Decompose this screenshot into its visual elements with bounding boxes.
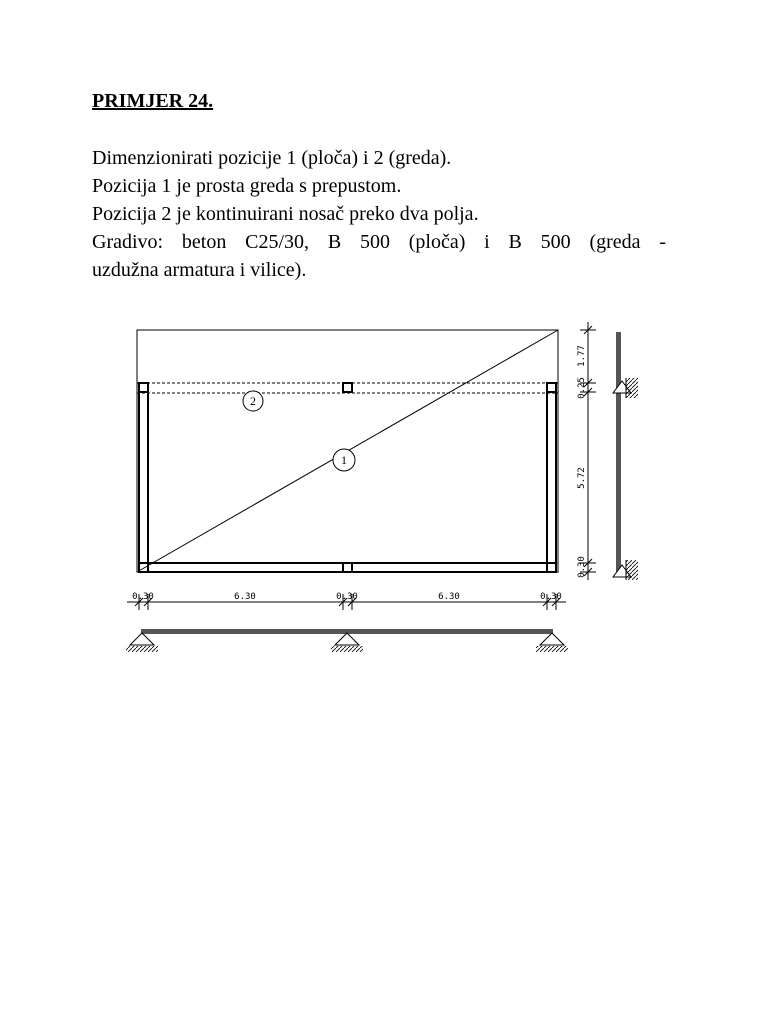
dim-label: 1.77 — [577, 345, 587, 367]
bottom-wall — [139, 563, 556, 572]
dim-label: 5.72 — [577, 467, 587, 489]
column-marker — [139, 383, 148, 392]
right-wall — [547, 392, 556, 572]
beam-static-scheme — [126, 629, 568, 652]
text-line: uzdužna armatura i vilice). — [92, 259, 307, 281]
dim-label: 0.30 — [132, 592, 154, 602]
position-2-label: 2 — [250, 394, 256, 408]
dim-label: 6.30 — [234, 592, 256, 602]
vertical-dimensions — [577, 322, 596, 580]
dim-label: 0.30 — [336, 592, 358, 602]
text-line: Pozicija 2 je kontinuirani nosač preko dva polja. — [92, 203, 479, 225]
dim-label: 0.25 — [577, 377, 587, 399]
dim-label: 0.30 — [540, 592, 562, 602]
dim-label: 0.30 — [577, 556, 587, 578]
example-title: PRIMJER 24. — [92, 90, 214, 112]
horizontal-dimensions — [127, 592, 566, 610]
text-line: Dimenzionirati pozicije 1 (ploča) i 2 (greda). — [92, 147, 452, 169]
text-line: Gradivo: beton C25/30, B 500 (ploča) i B 500 (greda - — [92, 231, 666, 253]
dim-label: 6.30 — [438, 592, 460, 602]
left-wall — [139, 392, 148, 572]
column-marker — [547, 383, 556, 392]
slab-static-scheme — [613, 332, 638, 580]
column-marker — [343, 383, 352, 392]
position-1-label: 1 — [341, 453, 347, 467]
text-line: Pozicija 1 je prosta greda s prepustom. — [92, 175, 402, 197]
